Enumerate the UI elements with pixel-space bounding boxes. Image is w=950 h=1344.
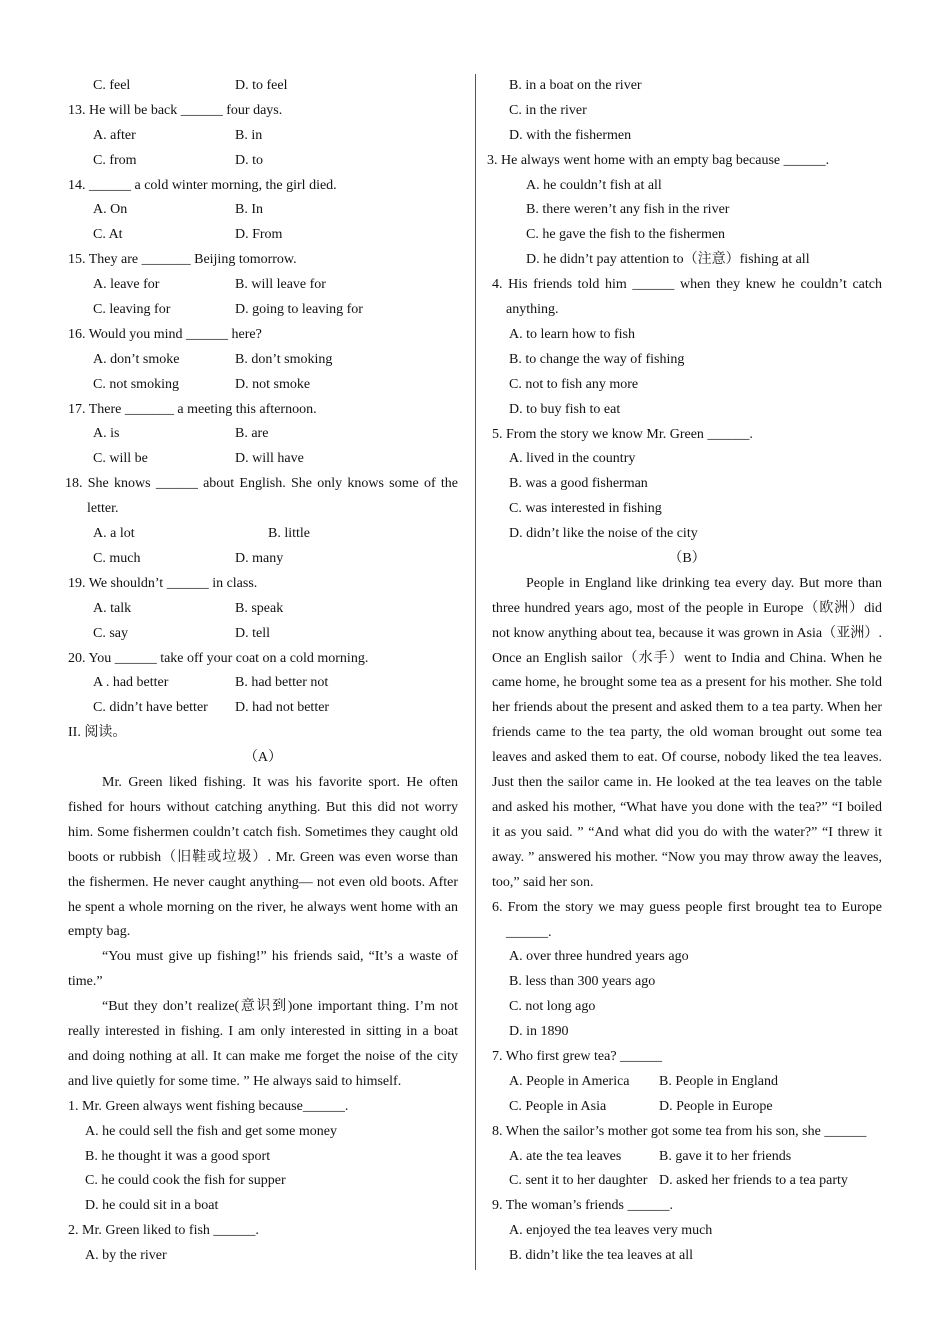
left-column: [65, 74, 458, 1269]
option: C. he gave the fish to the fishermen: [526, 227, 726, 243]
question-19: 19. We shouldn’t ______ in class.: [68, 575, 258, 591]
option: C. was interested in fishing: [509, 501, 662, 517]
option: C. say: [93, 625, 128, 641]
option: A . had better: [93, 675, 169, 691]
option: C. At: [93, 227, 123, 243]
options-row: [492, 1070, 882, 1095]
options-row: [68, 149, 458, 174]
options-row: [68, 198, 458, 223]
option: A. over three hundred years ago: [509, 949, 689, 965]
option: A. lived in the country: [509, 451, 636, 467]
option: B. will leave for: [235, 277, 326, 293]
question-17: 17. There _______ a meeting this afternoon.: [68, 401, 317, 417]
question-18: 18. She knows ______ about English. She only knows some of the letter.: [65, 476, 458, 517]
option: B. don’t smoking: [235, 351, 333, 367]
option: D. many: [235, 550, 284, 566]
option: C. sent it to her daughter: [509, 1173, 648, 1189]
options-row: [492, 1169, 882, 1194]
option: D. he didn’t pay attention to（注意）fishing at all: [526, 252, 810, 268]
option: D. not smoke: [235, 376, 311, 392]
option: B. he thought it was a good sport: [85, 1148, 271, 1164]
option: C. in the river: [509, 102, 587, 118]
option: C. from: [93, 152, 137, 168]
option: A. he could sell the fish and get some money: [85, 1123, 337, 1139]
option: D. in 1890: [509, 1024, 569, 1040]
option: A. On: [93, 202, 128, 218]
option: A. leave for: [93, 277, 160, 293]
options-row: [68, 597, 458, 622]
option: B. to change the way of fishing: [509, 351, 685, 367]
question-20: 20. You ______ take off your coat on a cold morning.: [68, 650, 369, 666]
reading-question-4: 4. His friends told him ______ when they knew he couldn’t catch anything.: [492, 277, 882, 318]
passage-a-paragraph: “But they don’t realize(意识到)one important thing. I’m not really interested in fishing. I am only interested in sitting in a boat and doing nothing at all. It can make me forget the noise of the city and live quietly for some time. ” He always said to himself.: [68, 999, 458, 1089]
passage-b-label: （B）: [668, 550, 706, 566]
reading-question-3: 3. He always went home with an empty bag because ______.: [487, 152, 830, 168]
option: B. didn’t like the tea leaves at all: [509, 1248, 694, 1264]
option: D. to buy fish to eat: [509, 401, 621, 417]
option: C. didn’t have better: [93, 700, 208, 716]
passage-a-paragraph: “You must give up fishing!” his friends said, “It’s a waste of time.”: [68, 949, 458, 990]
option: A. People in America: [509, 1073, 630, 1089]
option: B. little: [268, 526, 310, 542]
option: B. are: [235, 426, 269, 442]
option: C. leaving for: [93, 302, 171, 318]
option: A. don’t smoke: [93, 351, 180, 367]
option: B. had better not: [235, 675, 329, 691]
option: B. in a boat on the river: [509, 78, 642, 93]
question-16: 16. Would you mind ______ here?: [68, 326, 262, 342]
option: D. to feel: [235, 78, 288, 93]
option: D. going to leaving for: [235, 302, 363, 318]
option: B. was a good fisherman: [509, 476, 648, 492]
options-row: [68, 422, 458, 447]
options-row: [68, 547, 458, 572]
option: D. People in Europe: [659, 1098, 773, 1114]
option: C. not to fish any more: [509, 376, 639, 392]
option: C. feel: [93, 78, 131, 93]
option: C. not long ago: [509, 999, 596, 1015]
options-row: [68, 124, 458, 149]
options-row: [68, 273, 458, 298]
question-15: 15. They are _______ Beijing tomorrow.: [68, 252, 297, 268]
option: C. People in Asia: [509, 1098, 607, 1114]
option: B. speak: [235, 600, 284, 616]
option: D. tell: [235, 625, 270, 641]
option: D. asked her friends to a tea party: [659, 1173, 848, 1189]
reading-question-8: 8. When the sailor’s mother got some tea from his son, she ______: [492, 1123, 867, 1139]
option: B. gave it to her friends: [659, 1148, 792, 1164]
option: B. there weren’t any fish in the river: [526, 202, 730, 218]
option: B. in: [235, 127, 263, 143]
column-divider: [475, 74, 476, 1270]
option: A. talk: [93, 600, 132, 616]
option: B. In: [235, 202, 263, 218]
question-13: 13. He will be back ______ four days.: [68, 102, 283, 118]
q12-options-row: [68, 74, 458, 99]
question-14: 14. ______ a cold winter morning, the girl died.: [68, 177, 337, 193]
right-column: [487, 74, 882, 1269]
reading-question-7: 7. Who first grew tea? ______: [492, 1049, 663, 1064]
options-row: [68, 447, 458, 472]
option: D. to: [235, 152, 263, 168]
passage-a-paragraph: Mr. Green liked fishing. It was his favorite sport. He often fished for hours without catching anything. But this did not worry him. Some fishermen couldn’t catch fish. Sometimes they caught old boots or rubbish（旧鞋或垃圾）. Mr. Green was even worse than the fishermen. He never caught anything— not even old boots. After he spent a whole morning on the river, he always went home with an empty bag.: [68, 774, 458, 940]
reading-question-1: 1. Mr. Green always went fishing because______.: [68, 1098, 349, 1114]
option: D. will have: [235, 451, 304, 467]
section-heading: II. 阅读。: [68, 725, 127, 741]
option: C. he could cook the fish for supper: [85, 1173, 286, 1189]
option: B. less than 300 years ago: [509, 974, 656, 990]
options-row: [68, 696, 458, 721]
option: A. enjoyed the tea leaves very much: [509, 1223, 713, 1239]
option: C. much: [93, 550, 141, 566]
option: A. a lot: [93, 526, 135, 542]
options-row: [68, 671, 458, 696]
option: A. after: [93, 127, 136, 143]
reading-question-9: 9. The woman’s friends ______.: [492, 1198, 673, 1214]
passage-a-label: （A）: [243, 750, 283, 766]
options-row: [492, 1095, 882, 1120]
options-row: [68, 298, 458, 323]
options-row: [492, 1145, 882, 1170]
option: D. he could sit in a boat: [85, 1198, 219, 1214]
reading-question-5: 5. From the story we know Mr. Green ______.: [492, 426, 753, 442]
option: D. didn’t like the noise of the city: [509, 526, 698, 542]
passage-b-paragraph: People in England like drinking tea every day. But more than three hundred years ago, most of the people in Europe（欧洲）did not know anything about tea, because it was grown in Asia（亚洲）. Once an English sailor（水手）went to India and China. When he came home, he brought some tea as a present for his mother. She told her friends about the present and asked them to a tea party. When her friends came to the tea party, the old woman brought out some tea leaves and asked them to eat. Of course, nobody liked the tea leaves. Just then the sailor came in. He looked at the tea leaves on the table and asked his mother, “What have you done with the tea?” “I boiled it as you said. ” “And what did you do with the water?” “I threw it away. ” answered his mother. “Now you may throw away the leaves, too,” said her son.: [492, 575, 882, 890]
option: B. People in England: [659, 1073, 778, 1089]
options-row: [68, 223, 458, 248]
option: A. is: [93, 426, 120, 442]
option: C. will be: [93, 451, 148, 467]
options-row: [68, 522, 458, 547]
option: D. with the fishermen: [509, 127, 632, 143]
option: D. From: [235, 227, 283, 243]
options-row: [68, 348, 458, 373]
reading-question-2: 2. Mr. Green liked to fish ______.: [68, 1223, 259, 1239]
option: A. by the river: [85, 1248, 167, 1264]
option: A. ate the tea leaves: [509, 1148, 622, 1164]
reading-question-6: 6. From the story we may guess people first brought tea to Europe ______.: [492, 899, 882, 940]
option: D. had not better: [235, 700, 330, 716]
option: C. not smoking: [93, 376, 179, 392]
option: A. to learn how to fish: [509, 326, 635, 342]
option: A. he couldn’t fish at all: [526, 177, 662, 193]
options-row: [68, 622, 458, 647]
options-row: [68, 373, 458, 398]
